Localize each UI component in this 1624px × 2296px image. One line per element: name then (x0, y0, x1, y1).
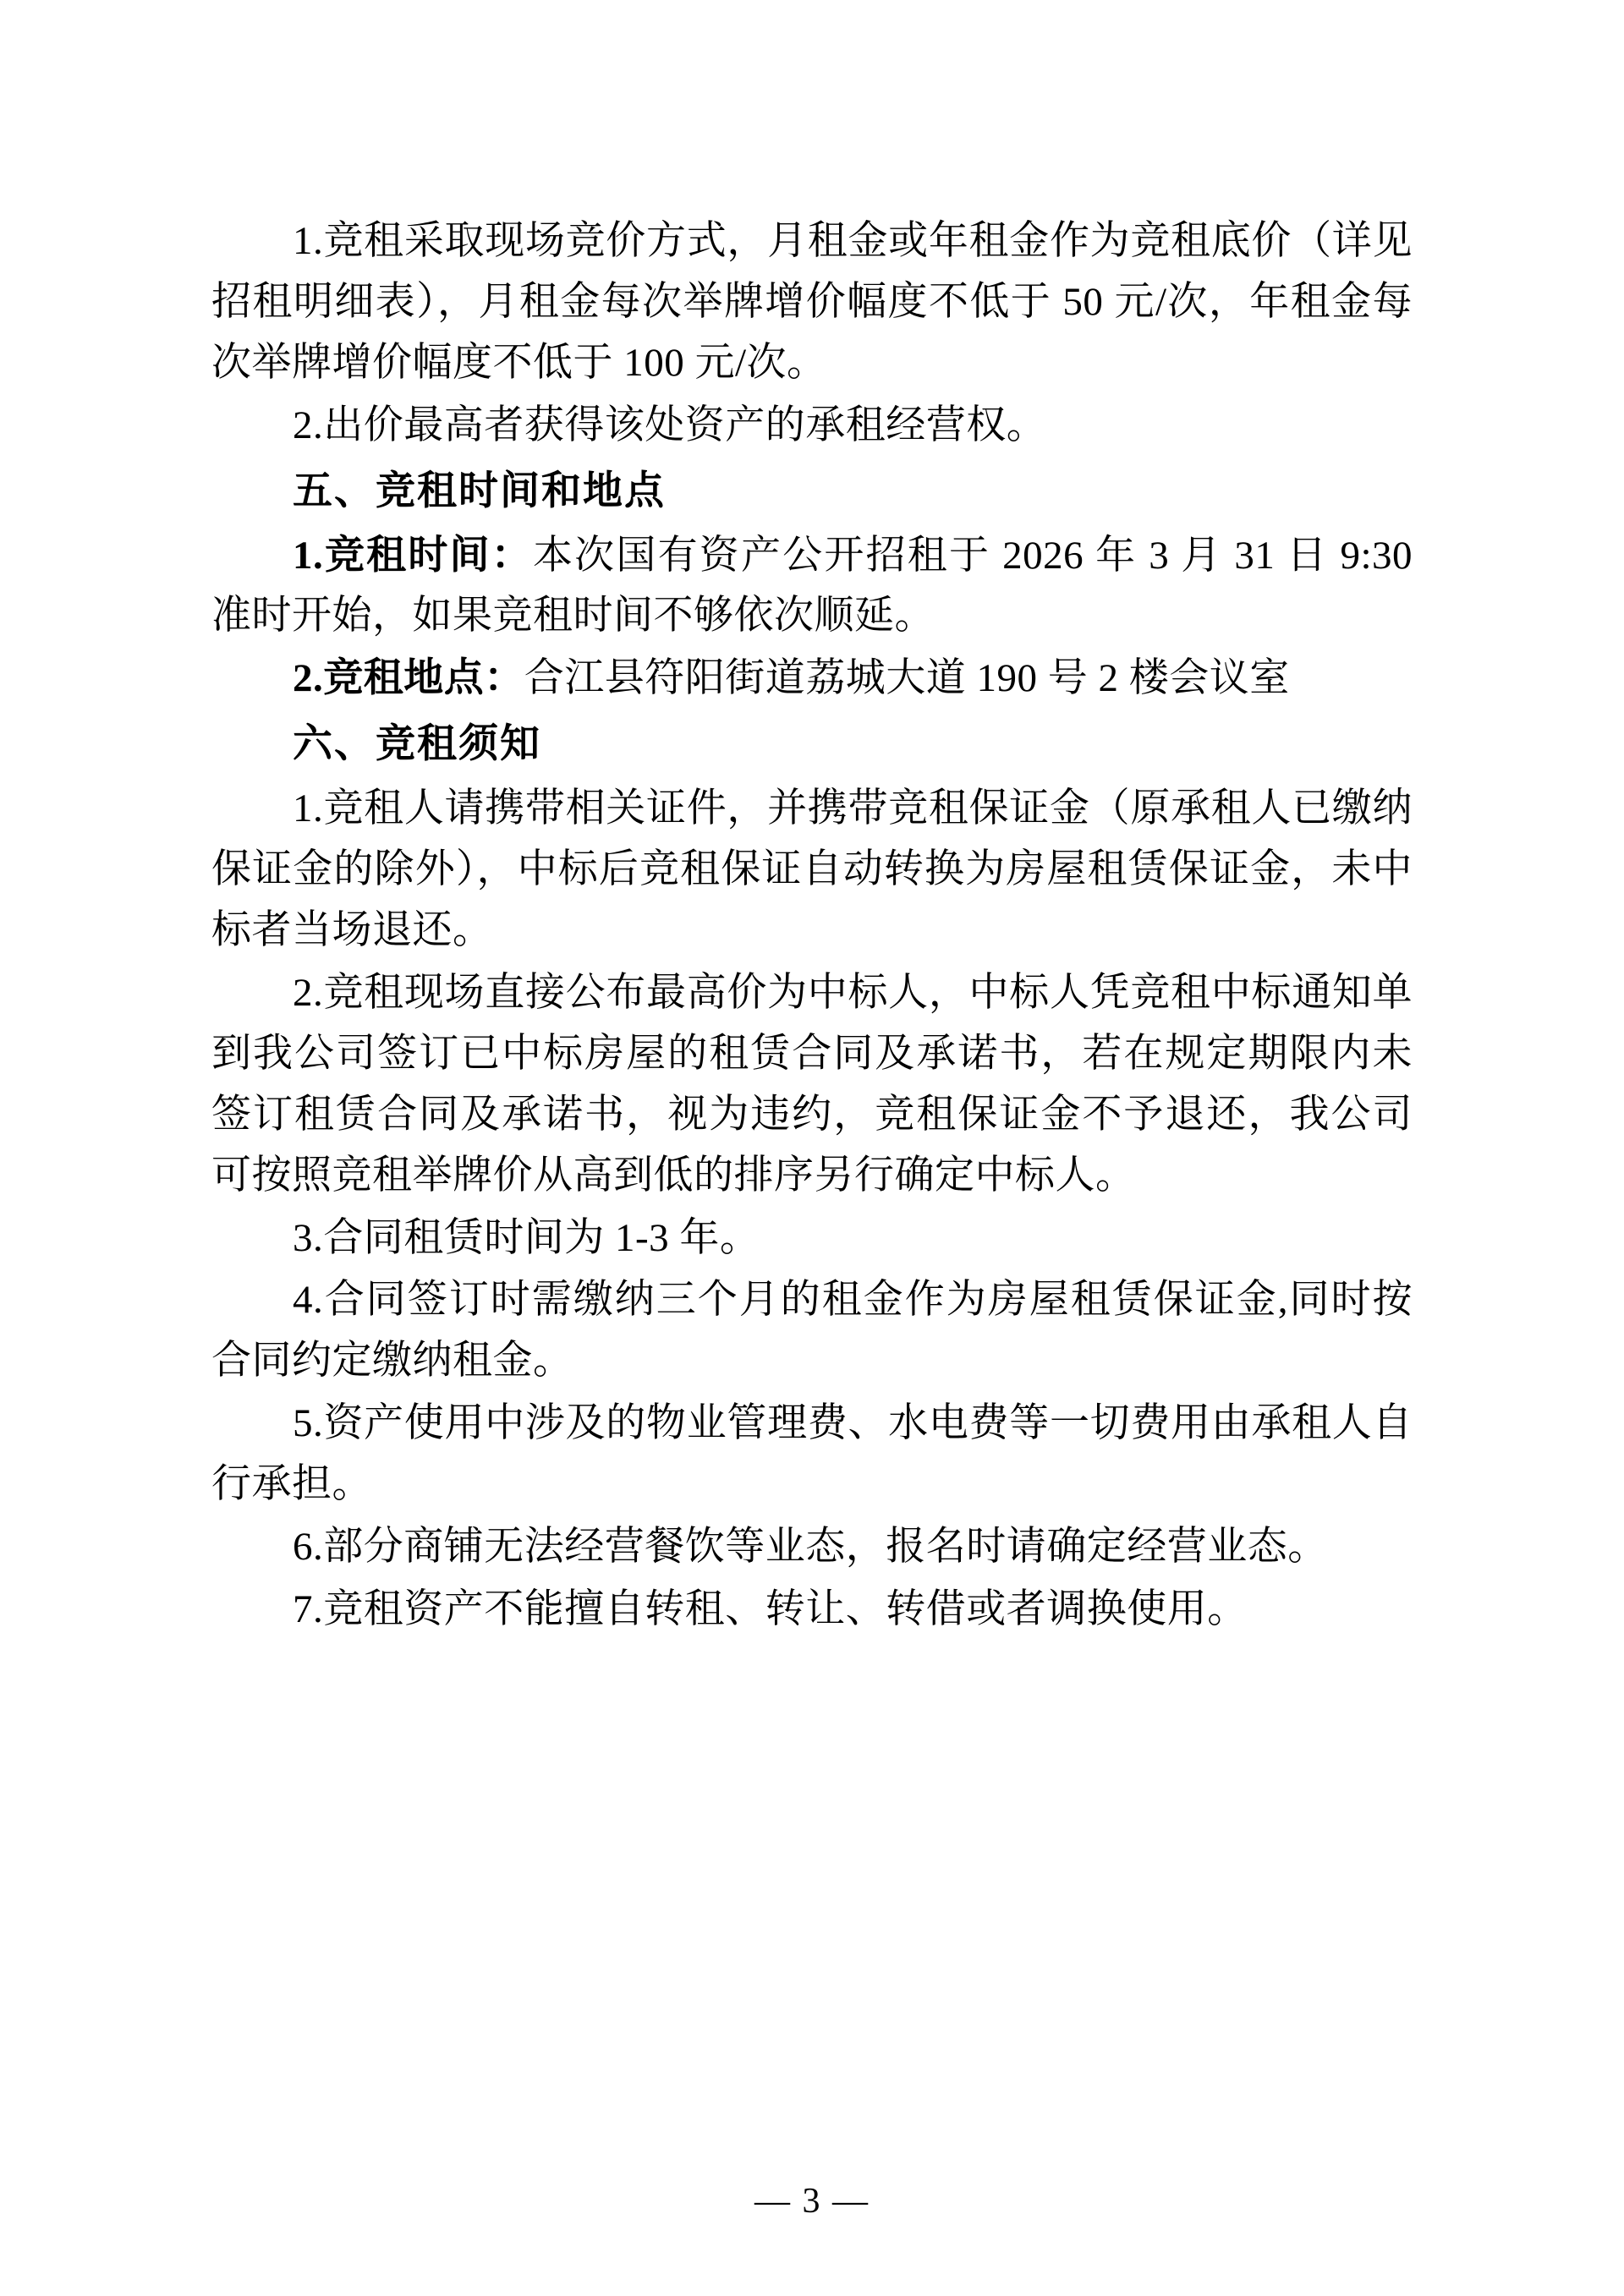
para-notice-5: 5.资产使用中涉及的物业管理费、水电费等一切费用由承租人自行承担。 (211, 1401, 1413, 1507)
para-notice-3: 3.合同租赁时间为 1-3 年。 (293, 1215, 760, 1260)
para-notice-1: 1.竞租人请携带相关证件，并携带竞租保证金（原承租人已缴纳保证金的除外），中标后竞租保证自动转换为房屋租赁保证金，未中标者当场退还。 (211, 786, 1413, 952)
para-bidding-time-lead: 1.竞租时间： (293, 533, 533, 578)
para-highest-bidder: 2.出价最高者获得该处资产的承租经营权。 (293, 403, 1047, 447)
para-notice-4: 4.合同签订时需缴纳三个月的租金作为房屋租赁保证金,同时按合同约定缴纳租金。 (211, 1278, 1413, 1384)
para-bidding-place (211, 649, 1413, 710)
para-notice-2: 2.竞租现场直接公布最高价为中标人，中标人凭竞租中标通知单到我公司签订已中标房屋的租赁合同及承诺书，若在规定期限内未签订租赁合同及承诺书，视为违约，竞租保证金不予退还，我公司可按照竞租举牌价从高到低的排序另行确定中标人。 (211, 970, 1413, 1197)
para-notice-6: 6.部分商铺无法经营餐饮等业态，报名时请确定经营业态。 (293, 1525, 1328, 1570)
para-bidding-time-body: 本次国有资产公开招租于 2026 年 3 月 31 日 9:30 准时开始，如果竞租时间不够依次顺延。 (211, 533, 1413, 638)
heading-time-and-place: 五、竞租时间和地点 (293, 469, 666, 513)
para-bidding-time (211, 526, 1413, 648)
para-notice-7: 7.竞租资产不能擅自转租、转让、转借或者调换使用。 (293, 1586, 1248, 1631)
para-bidding-place-lead: 2.竞租地点： (293, 656, 524, 701)
para-bidding-method: 1.竞租采取现场竞价方式，月租金或年租金作为竞租底价（详见招租明细表），月租金每次举牌增价幅度不低于 50 元/次，年租金每次举牌增价幅度不低于 100 元/次。 (211, 219, 1413, 385)
page-number: — 3 — (754, 2182, 870, 2221)
heading-notice: 六、竞租须知 (293, 722, 541, 767)
para-bidding-place-body: 合江县符阳街道荔城大道 190 号 2 楼会议室 (524, 656, 1290, 701)
